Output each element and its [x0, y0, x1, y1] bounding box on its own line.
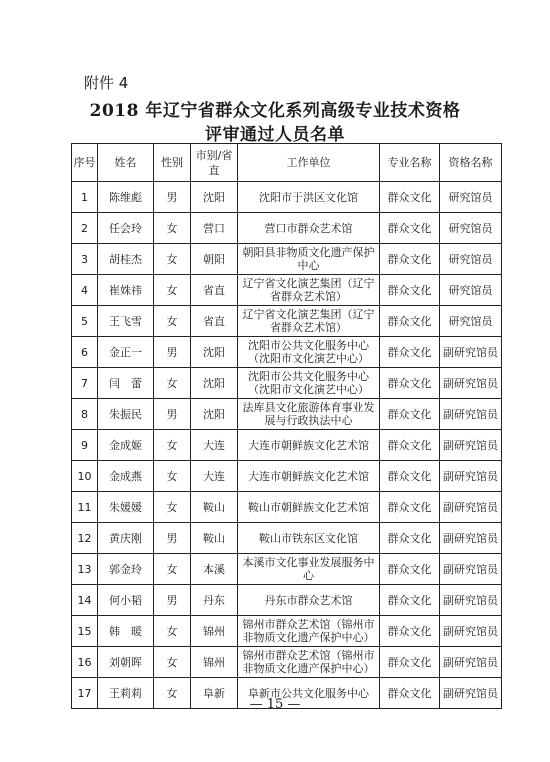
cell-unit: 法库县文化旅游体育事业发展与行政执法中心 — [238, 399, 380, 430]
cell-no: 1 — [72, 182, 98, 213]
cell-city: 丹东 — [191, 585, 238, 616]
cell-specialty: 群众文化 — [380, 368, 440, 399]
cell-gender: 女 — [154, 678, 191, 709]
cell-gender: 女 — [154, 368, 191, 399]
table-row — [72, 306, 502, 337]
cell-specialty: 群众文化 — [380, 244, 440, 275]
cell-name: 朱媛媛 — [98, 492, 154, 523]
cell-unit: 本溪市文化事业发展服务中心 — [238, 554, 380, 585]
cell-city: 本溪 — [191, 554, 238, 585]
cell-no: 11 — [72, 492, 98, 523]
cell-city: 大连 — [191, 461, 238, 492]
cell-specialty: 群众文化 — [380, 678, 440, 709]
cell-unit: 营口市群众艺术馆 — [238, 213, 380, 244]
cell-qualification: 研究馆员 — [440, 244, 502, 275]
cell-name: 崔姝祎 — [98, 275, 154, 306]
cell-city: 沈阳 — [191, 182, 238, 213]
cell-no: 14 — [72, 585, 98, 616]
table-row — [72, 182, 502, 213]
cell-city: 沈阳 — [191, 399, 238, 430]
table-row — [72, 554, 502, 585]
cell-no: 15 — [72, 616, 98, 647]
table-row — [72, 213, 502, 244]
cell-specialty: 群众文化 — [380, 523, 440, 554]
table-row — [72, 616, 502, 647]
cell-specialty: 群众文化 — [380, 213, 440, 244]
cell-no: 6 — [72, 337, 98, 368]
cell-name: 刘朝晖 — [98, 647, 154, 678]
cell-qualification: 副研究馆员 — [440, 585, 502, 616]
cell-gender: 男 — [154, 523, 191, 554]
cell-name: 金成燕 — [98, 461, 154, 492]
table-row — [72, 244, 502, 275]
cell-unit: 大连市朝鲜族文化艺术馆 — [238, 430, 380, 461]
header-name: 姓名 — [98, 144, 154, 182]
table-row — [72, 492, 502, 523]
cell-qualification: 研究馆员 — [440, 213, 502, 244]
document-subtitle: 评审通过人员名单 — [205, 125, 345, 145]
cell-no: 17 — [72, 678, 98, 709]
cell-name: 陈维彪 — [98, 182, 154, 213]
cell-name: 王莉莉 — [98, 678, 154, 709]
cell-gender: 女 — [154, 430, 191, 461]
cell-no: 9 — [72, 430, 98, 461]
cell-gender: 男 — [154, 182, 191, 213]
cell-unit: 沈阳市于洪区文化馆 — [238, 182, 380, 213]
header-gender: 性别 — [154, 144, 191, 182]
cell-gender: 男 — [154, 585, 191, 616]
cell-qualification: 副研究馆员 — [440, 368, 502, 399]
header-city: 市别/省直 — [191, 144, 238, 182]
cell-no: 2 — [72, 213, 98, 244]
cell-qualification: 副研究馆员 — [440, 647, 502, 678]
cell-gender: 男 — [154, 337, 191, 368]
cell-no: 13 — [72, 554, 98, 585]
cell-city: 鞍山 — [191, 523, 238, 554]
table-row — [72, 523, 502, 554]
cell-unit: 丹东市群众艺术馆 — [238, 585, 380, 616]
cell-name: 郭金玲 — [98, 554, 154, 585]
cell-gender: 女 — [154, 244, 191, 275]
cell-unit: 沈阳市公共文化服务中心（沈阳市文化演艺中心） — [238, 337, 380, 368]
table-row — [72, 368, 502, 399]
cell-qualification: 副研究馆员 — [440, 554, 502, 585]
cell-name: 黄庆刚 — [98, 523, 154, 554]
cell-city: 沈阳 — [191, 368, 238, 399]
cell-no: 10 — [72, 461, 98, 492]
table-row — [72, 275, 502, 306]
cell-city: 沈阳 — [191, 337, 238, 368]
cell-city: 锦州 — [191, 647, 238, 678]
cell-gender: 女 — [154, 616, 191, 647]
cell-qualification: 副研究馆员 — [440, 430, 502, 461]
cell-unit: 鞍山市铁东区文化馆 — [238, 523, 380, 554]
table-row — [72, 461, 502, 492]
cell-no: 8 — [72, 399, 98, 430]
cell-gender: 女 — [154, 461, 191, 492]
header-no: 序号 — [72, 144, 98, 182]
cell-specialty: 群众文化 — [380, 430, 440, 461]
cell-unit: 阜新市公共文化服务中心 — [238, 678, 380, 709]
cell-no: 16 — [72, 647, 98, 678]
table-row — [72, 585, 502, 616]
table-header-row — [72, 144, 502, 182]
attachment-label: 附件 4 — [84, 74, 129, 92]
cell-specialty: 群众文化 — [380, 275, 440, 306]
cell-gender: 女 — [154, 647, 191, 678]
cell-gender: 男 — [154, 399, 191, 430]
cell-no: 3 — [72, 244, 98, 275]
cell-unit: 沈阳市公共文化服务中心（沈阳市文化演艺中心） — [238, 368, 380, 399]
cell-name: 王飞雪 — [98, 306, 154, 337]
cell-unit: 鞍山市朝鲜族文化艺术馆 — [238, 492, 380, 523]
cell-city: 鞍山 — [191, 492, 238, 523]
cell-unit: 大连市朝鲜族文化艺术馆 — [238, 461, 380, 492]
cell-qualification: 副研究馆员 — [440, 492, 502, 523]
cell-specialty: 群众文化 — [380, 182, 440, 213]
cell-unit: 朝阳县非物质文化遗产保护中心 — [238, 244, 380, 275]
cell-name: 任会玲 — [98, 213, 154, 244]
header-specialty: 专业名称 — [380, 144, 440, 182]
cell-gender: 女 — [154, 492, 191, 523]
cell-qualification: 研究馆员 — [440, 182, 502, 213]
cell-unit: 辽宁省文化演艺集团（辽宁省群众艺术馆） — [238, 275, 380, 306]
cell-city: 省直 — [191, 306, 238, 337]
cell-specialty: 群众文化 — [380, 647, 440, 678]
cell-unit: 锦州市群众艺术馆（锦州市非物质文化遗产保护中心） — [238, 616, 380, 647]
cell-specialty: 群众文化 — [380, 337, 440, 368]
cell-specialty: 群众文化 — [380, 616, 440, 647]
cell-qualification: 副研究馆员 — [440, 523, 502, 554]
cell-gender: 女 — [154, 306, 191, 337]
cell-specialty: 群众文化 — [380, 306, 440, 337]
cell-city: 锦州 — [191, 616, 238, 647]
cell-qualification: 副研究馆员 — [440, 337, 502, 368]
table-row — [72, 337, 502, 368]
cell-no: 5 — [72, 306, 98, 337]
cell-specialty: 群众文化 — [380, 492, 440, 523]
cell-city: 省直 — [191, 275, 238, 306]
cell-city: 营口 — [191, 213, 238, 244]
cell-gender: 女 — [154, 275, 191, 306]
cell-city: 阜新 — [191, 678, 238, 709]
cell-specialty: 群众文化 — [380, 554, 440, 585]
cell-specialty: 群众文化 — [380, 399, 440, 430]
cell-unit: 辽宁省文化演艺集团（辽宁省群众艺术馆） — [238, 306, 380, 337]
cell-qualification: 副研究馆员 — [440, 399, 502, 430]
cell-city: 大连 — [191, 430, 238, 461]
document-title: 2018 年辽宁省群众文化系列高级专业技术资格 — [89, 101, 461, 121]
cell-specialty: 群众文化 — [380, 461, 440, 492]
cell-name: 何小韬 — [98, 585, 154, 616]
roster-table — [71, 143, 502, 709]
header-unit: 工作单位 — [238, 144, 380, 182]
cell-city: 朝阳 — [191, 244, 238, 275]
cell-name: 朱振民 — [98, 399, 154, 430]
table-row — [72, 430, 502, 461]
table-row — [72, 647, 502, 678]
cell-no: 12 — [72, 523, 98, 554]
cell-name: 金正一 — [98, 337, 154, 368]
cell-qualification: 研究馆员 — [440, 306, 502, 337]
cell-unit: 锦州市群众艺术馆（锦州市非物质文化遗产保护中心） — [238, 647, 380, 678]
cell-gender: 女 — [154, 213, 191, 244]
cell-qualification: 研究馆员 — [440, 275, 502, 306]
cell-name: 韩 暖 — [98, 616, 154, 647]
cell-name: 胡桂杰 — [98, 244, 154, 275]
cell-gender: 女 — [154, 554, 191, 585]
cell-qualification: 副研究馆员 — [440, 678, 502, 709]
cell-specialty: 群众文化 — [380, 585, 440, 616]
page-number: — 15 — — [249, 697, 301, 712]
header-qualification: 资格名称 — [440, 144, 502, 182]
cell-no: 4 — [72, 275, 98, 306]
cell-name: 闫 蕾 — [98, 368, 154, 399]
cell-qualification: 副研究馆员 — [440, 616, 502, 647]
table-row — [72, 399, 502, 430]
cell-name: 金成姬 — [98, 430, 154, 461]
cell-qualification: 副研究馆员 — [440, 461, 502, 492]
cell-no: 7 — [72, 368, 98, 399]
